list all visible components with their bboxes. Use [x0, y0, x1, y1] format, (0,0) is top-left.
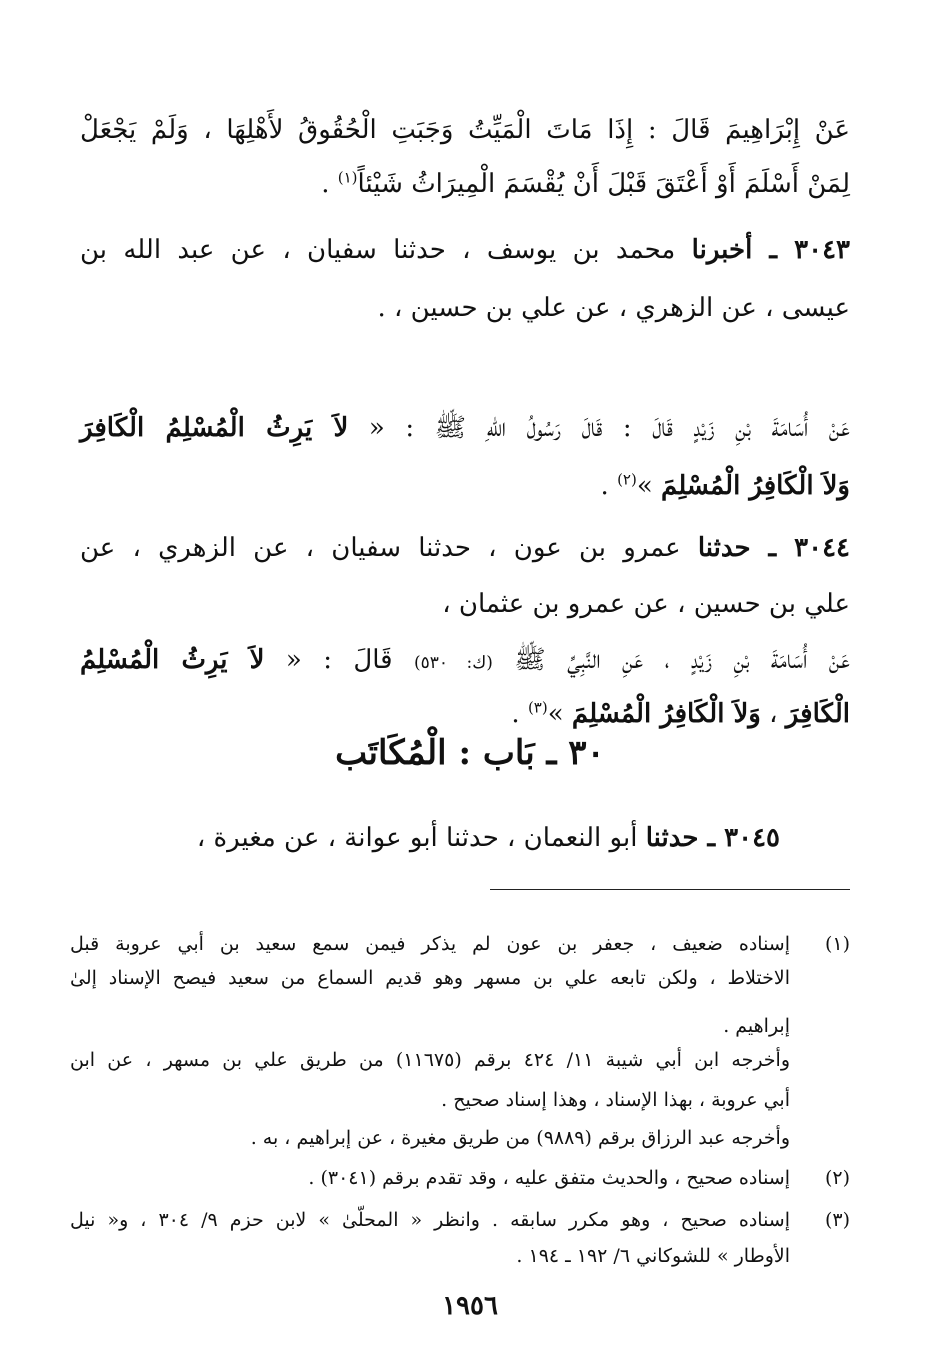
hadith-3044-isnad-line-1: ٣٠٤٤ ـ حدثنا عمرو بن عون ، حدثنا سفيان ، عن الزهري ، عن: [80, 533, 850, 563]
hadith-3043-matn-line-2: وَلاَ الْكَافِرُ الْمُسْلِمَ »$^{(٢)}$ .: [600, 470, 850, 501]
hadith-3043-matn-line-1: عَنْ أُسَامَةَ بْنِ زَيْدٍ قَالَ : قَالَ رَسُولُ اللهِ ﷺ : « لاَ يَرِثُ الْمُسْلِمُ الْكَافِرَ: [80, 413, 850, 443]
hadith-number: ٣٠٤٣ ـ أخبرنا: [691, 235, 850, 265]
hadith-number: ٣٠٤٤ ـ حدثنا: [697, 533, 850, 563]
footnote-1-line-5: أبي عروبة ، بهذا الإسناد ، وهذا إسناد صحيح .: [441, 1089, 790, 1111]
hadith-3044-matn-line-1: عَنْ أُسَامَةَ بْنِ زَيْدٍ ، عَنِ النَّبِيِّ ﷺ (ك: ٥٣٠) قَالَ : « لاَ يَرِثُ الْمُسْلِمُ: [80, 645, 850, 675]
hadith-3042-line-2: لِمَنْ أَسْلَمَ أَوْ أَعْتَقَ قَبْلَ أَنْ يُقْسَمَ الْمِيرَاثُ شَيْئاً$^{(١)}$ .: [321, 168, 850, 199]
manuscript-ref: (ك: ٥٣٠): [413, 653, 493, 673]
footnote-1-line-1: إسناده ضعيف ، جعفر بن عون لم يذكر فيمن سمع سعيد بن أبي عروبة قبل: [70, 933, 790, 955]
hadith-3043-isnad-line-2: عيسى ، عن الزهري ، عن علي بن حسين ، .: [377, 293, 850, 323]
footnote-ref-3[interactable]: (٣): [527, 698, 548, 717]
hadith-3043-isnad-line-1: ٣٠٤٣ ـ أخبرنا محمد بن يوسف ، حدثنا سفيان ، عن عبد الله بن: [80, 235, 850, 265]
hadith-3044-matn-line-2: الْكَافِرَ ، وَلاَ الْكَافِرُ الْمُسْلِمَ »$^{(٣)}$ .: [511, 698, 850, 729]
footnote-3-line-2: الأوطار » للشوكاني ٦/ ١٩٢ ـ ١٩٤ .: [516, 1245, 790, 1267]
hadith-3044-isnad-line-2: علي بن حسين ، عن عمرو بن عثمان ،: [442, 589, 850, 619]
chapter-title: ٣٠ ـ بَاب : الْمُكَاتَب: [335, 733, 605, 773]
hadith-number: ٣٠٤٥ ـ حدثنا: [645, 823, 780, 853]
footnote-number-2: (٢): [824, 1167, 850, 1189]
footnote-3-line-1: إسناده صحيح ، وهو مكرر سابقه . وانظر « المحلّىٰ » لابن حزم ٩/ ٣٠٤ ، و« نيل: [70, 1209, 790, 1231]
footnote-1-line-2: الاختلاط ، ولكن تابعه علي بن مسهر وهو قديم السماع من سعيد فيصح الإسناد إلىٰ: [70, 967, 790, 989]
footnote-ref-2[interactable]: (٢): [617, 470, 637, 489]
footnote-number-1: (١): [824, 933, 850, 955]
footnote-1-line-6: وأخرجه عبد الرزاق برقم (٩٨٨٩) من طريق مغيرة ، عن إبراهيم ، به .: [250, 1127, 790, 1149]
footnote-2-line-1: إسناده صحيح ، والحديث متفق عليه ، وقد تقدم برقم (٣٠٤١) .: [308, 1167, 790, 1189]
footnote-1-line-4: وأخرجه ابن أبي شيبة ١١/ ٤٢٤ برقم (١١٦٧٥) من طريق علي بن مسهر ، عن ابن: [70, 1049, 791, 1071]
hadith-3042-line-1: عَنْ إِبْرَاهِيمَ قَالَ : إِذَا مَاتَ الْمَيِّتُ وَجَبَتِ الْحُقُوقُ لأَهْلِهَا ، وَلَمْ يَجْعَلْ: [80, 115, 850, 145]
hadith-3045-isnad-line: ٣٠٤٥ ـ حدثنا أبو النعمان ، حدثنا أبو عوانة ، عن مغيرة ،: [196, 823, 780, 853]
footnote-ref-1[interactable]: (١): [337, 168, 358, 187]
footnote-number-3: (٣): [824, 1209, 850, 1231]
footnote-1-line-3: إبراهيم .: [723, 1015, 790, 1037]
page-number: ١٩٥٦: [442, 1291, 498, 1321]
footnote-divider: [490, 889, 850, 890]
